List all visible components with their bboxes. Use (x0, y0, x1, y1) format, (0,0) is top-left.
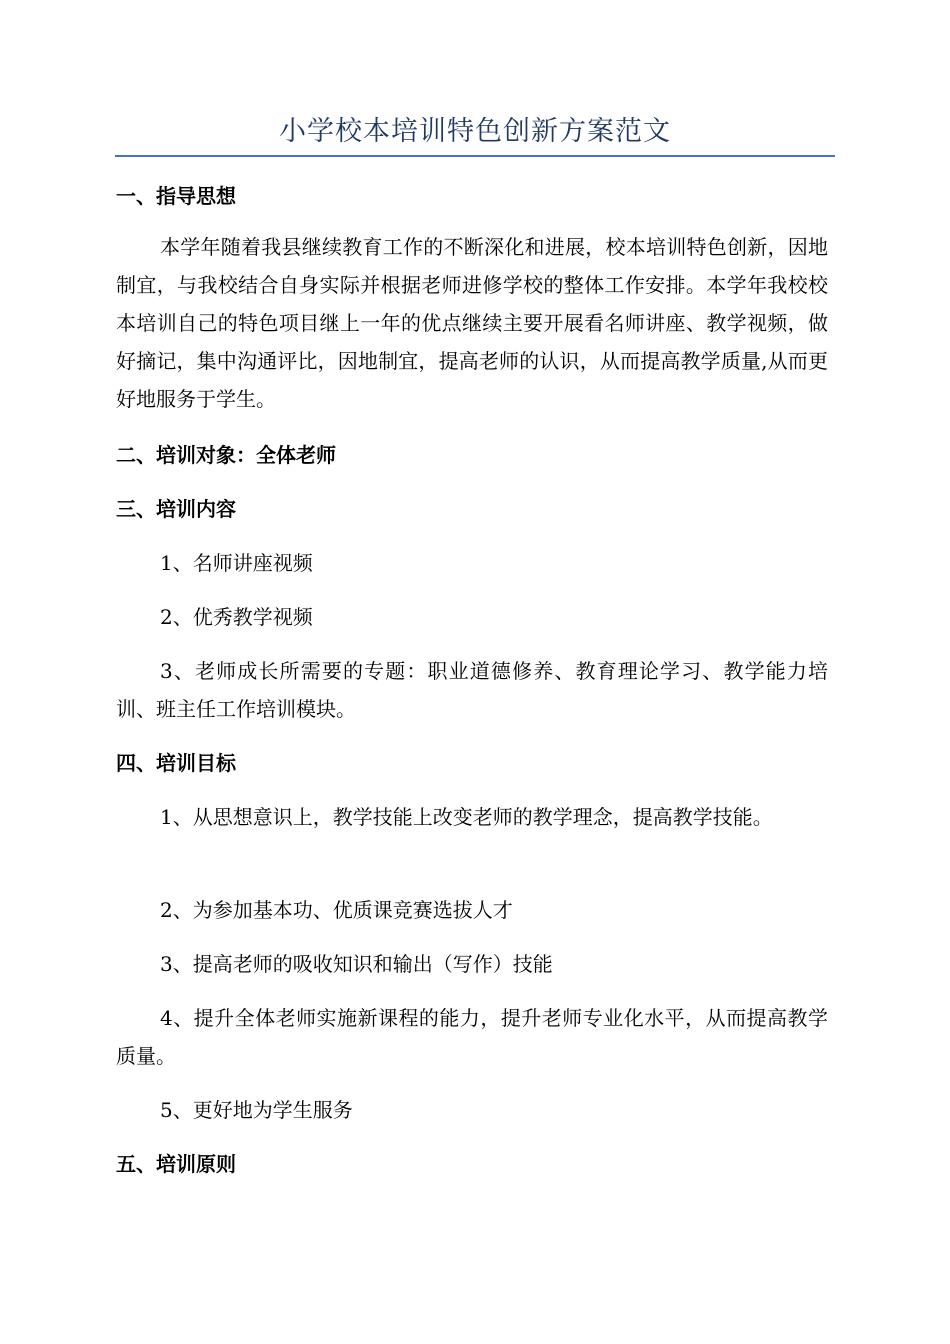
goal-item-1: 1、从思想意识上，教学技能上改变老师的教学理念，提高教学技能。 (160, 805, 773, 829)
goal-item-5: 5、更好地为学生服务 (160, 1098, 353, 1122)
document-title: 小学校本培训特色创新方案范文 (279, 116, 671, 147)
goal-item-4: 4、提升全体老师实施新课程的能力，提升老师专业化水平，从而提高教学质量。 (116, 1006, 828, 1068)
content-item-3: 3、老师成长所需要的专题：职业道德修养、教育理论学习、教学能力培训、班主任工作培训模块。 (116, 659, 828, 721)
goal-item-2: 2、为参加基本功、优质课竞赛选拔人才 (160, 898, 513, 922)
title-underline (115, 155, 835, 157)
guiding-thought-paragraph: 本学年随着我县继续教育工作的不断深化和进展，校本培训特色创新，因地制宜，与我校结合自身实际并根据老师进修学校的整体工作安排。本学年我校校本培训自己的特色项目继上一年的优点继续主要开展看名师讲座、教学视频，做好摘记，集中沟通评比，因地制宜，提高老师的认识，从而提高教学质量,从而更好地服务于学生。 (116, 235, 828, 411)
section-heading-training-principles: 五、培训原则 (116, 1152, 236, 1176)
section-heading-training-target: 二、培训对象：全体老师 (116, 443, 336, 467)
section-heading-guiding-thought: 一、指导思想 (116, 184, 236, 208)
section-heading-training-content: 三、培训内容 (116, 497, 236, 521)
goal-item-3: 3、提高老师的吸收知识和输出（写作）技能 (160, 952, 553, 976)
content-item-1: 1、名师讲座视频 (160, 551, 313, 575)
content-item-2: 2、优秀教学视频 (160, 605, 313, 629)
section-heading-training-goals: 四、培训目标 (116, 751, 236, 775)
